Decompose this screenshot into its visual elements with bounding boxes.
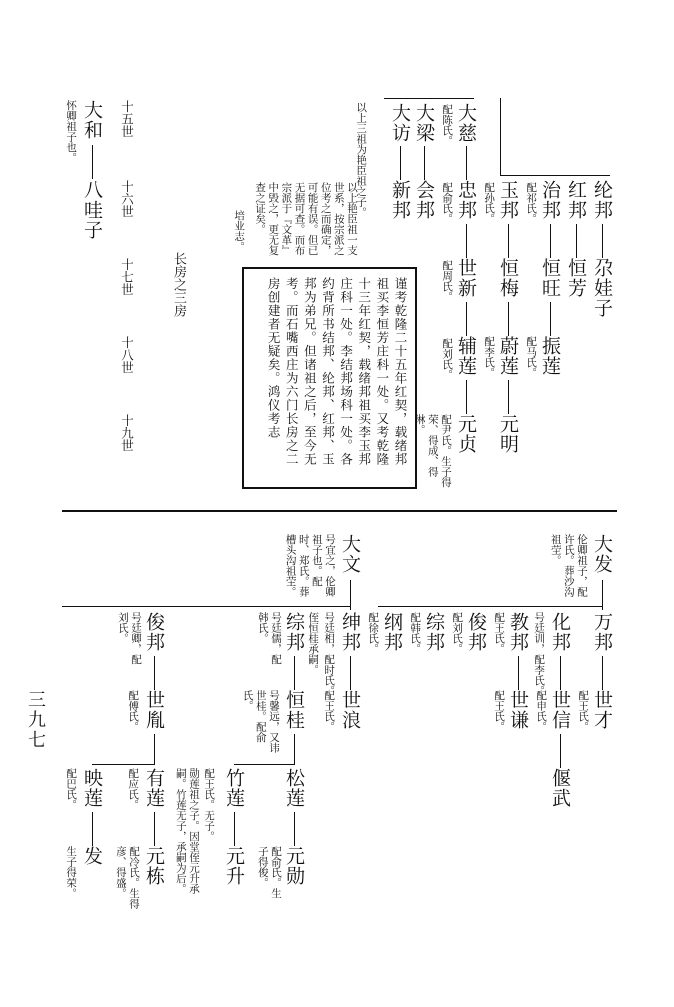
spouse-yubang: 配孙氏。 bbox=[483, 182, 496, 224]
person-jiaobang: 教邦 bbox=[507, 612, 529, 652]
person-zhenlian: 振莲 bbox=[539, 336, 561, 376]
generation-19: 十九世 bbox=[119, 414, 135, 452]
section-divider bbox=[62, 510, 617, 512]
note-fa: 生子得荣。 bbox=[65, 846, 78, 899]
person-hengmei: 恒梅 bbox=[497, 258, 519, 298]
person-wanbang: 万邦 bbox=[591, 612, 613, 652]
spouse-daliang: 配陈氏。 bbox=[441, 104, 454, 146]
person-shicai: 世才 bbox=[591, 690, 613, 730]
spouse-yinglian: 配巴氏。 bbox=[65, 768, 78, 810]
person-bawazi: 八哇子 bbox=[81, 180, 103, 240]
person-henggui: 恒桂 bbox=[283, 690, 305, 730]
page-number: 三九七 bbox=[25, 690, 46, 750]
spouse-junbang: 配刘氏。 bbox=[451, 612, 464, 654]
spouse-hengmei: 配李氏。 bbox=[483, 336, 496, 378]
generation-15: 十五世 bbox=[119, 100, 135, 138]
spouse-hengwang: 配马氏。 bbox=[525, 336, 538, 378]
person-yinglian: 映莲 bbox=[81, 768, 103, 808]
person-songlian: 松莲 bbox=[283, 768, 305, 808]
person-hengwang: 恒旺 bbox=[539, 258, 561, 298]
person-dafa: 大发 bbox=[591, 534, 613, 574]
note-dawen: 号宜之，伦卿祖子也。配时、郑氏。葬槽头沟祖茔。 bbox=[284, 534, 336, 597]
person-yanwu: 偃武 bbox=[549, 768, 571, 808]
person-shilang: 世浪 bbox=[339, 690, 361, 730]
person-youlian: 有莲 bbox=[143, 768, 165, 808]
note-zhulian: 配王氏。无子。 bbox=[203, 768, 216, 842]
spouse-zhongbang: 配俞氏。 bbox=[441, 182, 454, 224]
person-shixin2: 世信 bbox=[549, 690, 571, 730]
generation-16: 十六世 bbox=[119, 180, 135, 218]
person-junbang: 俊邦 bbox=[465, 612, 487, 652]
boxed-note bbox=[242, 267, 417, 489]
bracket-dafa bbox=[378, 606, 603, 607]
note-yuansheng: 勋莲祖之子。因堂侄元升承嗣。竹莲无子，承嗣为后。 bbox=[174, 768, 200, 894]
spouse-youlian: 配应氏。 bbox=[127, 768, 140, 810]
spouse-shizun: 配傅氏。 bbox=[127, 690, 140, 732]
person-zhulian: 竹莲 bbox=[223, 768, 245, 808]
note-huabang: 号廷训，配李氏。 bbox=[533, 612, 546, 696]
spouse-gangbang: 配徐氏。 bbox=[367, 612, 380, 654]
person-yuanming: 元明 bbox=[497, 414, 519, 454]
note-henggui: 号馨远，又讳世桂。配俞氏。 bbox=[241, 690, 280, 753]
person-junbang2: 俊邦 bbox=[143, 612, 165, 652]
person-shenbang: 绅邦 bbox=[339, 612, 361, 652]
spouse-zhibang: 配祁氏。 bbox=[525, 182, 538, 224]
note-yuanzhen: 配尹氏。生子得荣、得成、得淋。 bbox=[413, 414, 452, 488]
spouse-wanbang: 配王氏。 bbox=[577, 690, 590, 732]
person-gawazi: 尕娃子 bbox=[591, 258, 613, 318]
branch-title: 长房之三房 bbox=[171, 252, 186, 317]
person-xinbang: 新邦 bbox=[389, 180, 411, 220]
note-zongbang2: 号廷儒，配韩氏。 bbox=[256, 612, 282, 665]
person-zongbang: 综邦 bbox=[423, 612, 445, 652]
person-gangbang: 纲邦 bbox=[381, 612, 403, 652]
person-daci: 大慈 bbox=[455, 103, 477, 143]
person-hongbang: 红邦 bbox=[565, 180, 587, 220]
person-hengfang: 恒芳 bbox=[565, 258, 587, 298]
person-dawen: 大文 bbox=[339, 534, 361, 574]
person-yuanzhen: 元贞 bbox=[455, 414, 477, 454]
person-zongbang2: 综邦 bbox=[283, 612, 305, 652]
person-yuanxun: 元勋 bbox=[283, 846, 305, 886]
generation-17: 十七世 bbox=[119, 258, 135, 296]
person-fulian: 辅莲 bbox=[455, 336, 477, 376]
person-shixin: 世新 bbox=[455, 258, 477, 298]
note-dafa: 伦卿祖子，配许氏。葬沙沟祖茔。 bbox=[549, 534, 588, 597]
bracket-top bbox=[384, 98, 474, 99]
person-huabang: 化邦 bbox=[549, 612, 571, 652]
person-dafang: 大访 bbox=[389, 103, 411, 143]
note-dahe: 怀卿祖子也。 bbox=[65, 100, 78, 163]
note-yuanxun: 配俞氏。生子得俊。 bbox=[256, 846, 282, 899]
spouse-shixin2: 配申氏。 bbox=[535, 690, 548, 732]
person-huibang: 会邦 bbox=[413, 180, 435, 220]
person-fa: 发 bbox=[81, 846, 103, 866]
signature-peiye: 培业志。 bbox=[233, 210, 246, 252]
note-lineage: 以上艳臣祖一支世系，按宗派之位考之而确定，可能有误。但已无据可查。而布宗派于『文革』中毁之，更无复查之证矣。 bbox=[254, 182, 358, 256]
boxed-note-text: 谨考乾隆二十五年红契，载绪邦祖买李恒芳庄科一处。又考乾隆十三年红契，载绪邦祖买李玉邦庄科一处。李结邦场科一处。各约背所书结邦、纶邦、红邦、玉邦为弟兄。但诸祖之后，至今无考。而石嘴西庄为六门长房之二房创建者无疑矣。鸿仪考志 bbox=[266, 277, 408, 466]
spouse-zongbang: 配韩氏。 bbox=[409, 612, 422, 654]
spouse-shixin: 配周氏。 bbox=[441, 260, 454, 302]
note-shenbang: 号廷相，配时氏。 bbox=[323, 612, 336, 696]
generation-18: 十八世 bbox=[119, 336, 135, 374]
person-weilian: 蔚莲 bbox=[497, 336, 519, 376]
spouse-fulian: 配刘氏。 bbox=[441, 338, 454, 380]
person-zhongbang: 忠邦 bbox=[455, 180, 477, 220]
person-daliang: 大梁 bbox=[413, 103, 435, 143]
person-shiqian: 世谦 bbox=[507, 690, 529, 730]
bracket-16 bbox=[500, 175, 610, 176]
bracket-dawen bbox=[62, 606, 351, 607]
person-dahe: 大和 bbox=[81, 100, 103, 140]
spouse-jiaobang: 配王氏。 bbox=[493, 612, 506, 654]
spouse-shilang: 配王氏。 bbox=[323, 690, 336, 732]
person-zhibang: 治邦 bbox=[539, 180, 561, 220]
line-dahe bbox=[92, 145, 93, 179]
person-yubang: 玉邦 bbox=[497, 180, 519, 220]
note-yuandong: 配冷氏。生得彦、得盛。 bbox=[114, 846, 140, 909]
person-lunbang: 纶邦 bbox=[591, 180, 613, 220]
note-hengbang: 侄恒桂承嗣。 bbox=[307, 612, 320, 675]
note-junbang2: 号廷卿，配刘氏。 bbox=[116, 612, 142, 665]
person-yuansheng: 元升 bbox=[223, 846, 245, 886]
note-three-ancestors: 以上三祖为艳臣祖之子。 bbox=[355, 102, 368, 218]
spouse-shiqian: 配王氏。 bbox=[493, 690, 506, 732]
person-yuandong: 元栋 bbox=[143, 846, 165, 886]
person-shizun: 世胤 bbox=[143, 690, 165, 730]
